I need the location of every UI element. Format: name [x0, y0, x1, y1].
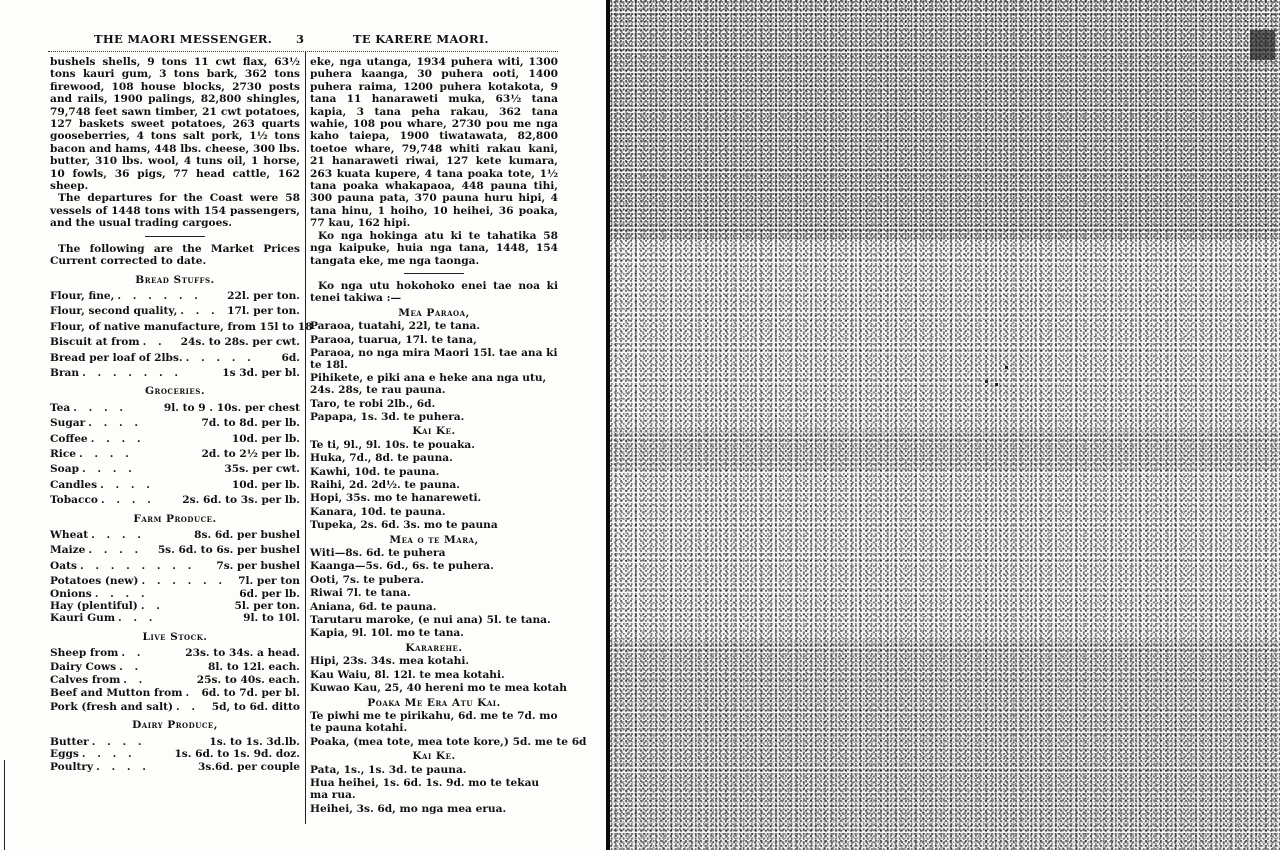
dark-blot [1250, 30, 1275, 60]
price-row [50, 674, 300, 686]
leader-dots: . . . . . . [117, 289, 202, 302]
price-row [50, 367, 300, 379]
price-row [50, 417, 300, 429]
leader-dots: . . . [180, 305, 219, 318]
price-row [50, 433, 300, 445]
leader-dots: . . [140, 600, 164, 613]
price-row [50, 748, 300, 760]
leader-dots: . . . . [81, 748, 136, 761]
section-title: Farm Produce. [133, 512, 217, 525]
item-price: 6d. [281, 351, 300, 364]
price-row [50, 290, 300, 302]
price-row [50, 647, 300, 659]
item-label: Butter [50, 735, 89, 748]
item-label: Flour, fine, [50, 289, 115, 302]
item-label: Dairy Cows [50, 660, 117, 673]
price-line: Heihei, 3s. 6d, mo nga mea erua. [310, 802, 507, 815]
item-price: 7d. to 8d. per lb. [201, 417, 300, 430]
price-row [50, 320, 313, 333]
exports-paragraph: bushels shells, 9 tons 11 cwt flax, 63½ tons kauri gum, 3 tons bark, 362 tons firewood, 108 house blocks, 2730 posts and rails, 1900 palings, 82,800 shingles, 79,748 feet sawn timber, 21 cwt potatoes, 127 baskets sweet potatoes, 263 quarts gooseberries, 4 tons salt pork, 1½ tons bacon and hams, 448 lbs. cheese, 300 lbs. butter, 310 lbs. wool, 4 tuns oil, 1 horse, 10 fowls, 36 pigs, 77 head cattle, 162 sheep. [50, 56, 300, 193]
departures-paragraph-maori: Ko nga hokinga atu ki te tahatika 58 nga kaipuke, huia nga tana, 1448, 154 tangata eke, me nga taonga. [310, 229, 558, 267]
header-title-maori: TE KARERE MAORI. [353, 32, 489, 46]
item-price: 1s 3d. per bl. [222, 366, 300, 379]
price-row [50, 544, 300, 556]
price-line: Aniana, 6d. te pauna. [310, 600, 437, 613]
speck [1005, 366, 1008, 369]
item-price: 25s. to 40s. each. [196, 674, 300, 687]
header-title-english: THE MAORI MESSENGER. [94, 32, 273, 46]
leader-dots: . . . . [100, 494, 155, 507]
leader-dots: . . . . [91, 529, 145, 541]
price-row [50, 494, 300, 506]
item-label: Candles [50, 478, 98, 491]
price-row [50, 336, 300, 348]
item-label: Coffee [50, 432, 88, 445]
price-line: Hopi, 35s. mo te hanareweti. [310, 492, 482, 505]
leader-dots: . . . . . . . . [79, 559, 196, 572]
section-title: Dairy Produce, [132, 719, 218, 732]
item-label: Tea [50, 401, 71, 414]
price-line: Raihi, 2d. 2d½. te pauna. [310, 479, 460, 491]
price-line: Paraoa, no nga mira Maori 15l. tae ana ki te 18l. [310, 346, 558, 372]
item-label: Bran [50, 366, 80, 379]
item-price: 23s. to 34s. a head. [185, 647, 300, 660]
price-row [50, 402, 300, 414]
page-number: 3 [296, 32, 305, 46]
item-label: Kauri Gum [50, 612, 116, 625]
price-line: Kau Waiu, 8l. 12l. te mea kotahi. [310, 668, 505, 681]
page-edge-mark [4, 760, 5, 850]
leader-dots: . . . . . [185, 351, 255, 364]
price-row [50, 701, 300, 713]
price-row [50, 479, 300, 491]
price-line: Witi—8s. 6d. te puhera [310, 547, 446, 560]
price-row [50, 600, 300, 612]
noise-band-bottom [610, 640, 1280, 850]
market-intro-maori: Ko nga utu hokohoko enei tae noa ki tenei takiwa :— [310, 279, 558, 305]
noise-band-top [610, 0, 1280, 240]
item-label: Pork (fresh and salt) [50, 700, 174, 713]
price-line: Te piwhi me te pirikahu, 6d. me te 7d. mo te pauna kotahi. [310, 709, 558, 735]
item-price: 17l. per ton. [227, 305, 300, 318]
item-price: 6d. to 7d. per bl. [201, 687, 300, 700]
item-price: 5l. per ton. [234, 600, 300, 613]
price-line: Kuwao Kau, 25, 40 hereni mo te mea kotah [310, 682, 567, 695]
price-line: Hua heihei, 1s. 6d. 1s. 9d. mo te tekau ma rua. [310, 776, 540, 802]
item-label: Potatoes (new) [50, 575, 139, 588]
item-price: 6d. per lb. [239, 587, 300, 600]
item-price: 8l. to 12l. each. [207, 660, 300, 673]
price-line: Poaka, (mea tote, mea tote kore,) 5d. me te 6d [310, 735, 587, 748]
leader-dots: . . . . [88, 417, 143, 430]
item-price: 35s. per cwt. [224, 463, 300, 476]
price-row [50, 575, 300, 587]
leader-dots: . . . [118, 612, 157, 625]
item-price: 1s. 6d. to 1s. 9d. doz. [174, 748, 300, 761]
leader-dots: . . . . [88, 544, 143, 557]
item-label: Tobacco [50, 494, 98, 507]
leader-dots: . . . . . . . [82, 366, 183, 379]
price-row [50, 687, 300, 699]
section-divider [145, 236, 205, 237]
leader-dots: . . . . [96, 760, 150, 773]
price-line: Pata, 1s., 1s. 3d. te pauna. [310, 763, 467, 776]
item-price: 5s. 6d. to 6s. per bushel [157, 544, 300, 557]
item-price: 2d. to 2½ per lb. [201, 447, 300, 460]
page-left [0, 0, 608, 850]
leader-dots: . . . . [94, 587, 149, 600]
speck [995, 383, 998, 386]
item-price: 8s. 6d. per bushel [194, 529, 300, 541]
price-line: Kanara, 10d. te pauna. [310, 505, 446, 518]
price-row [50, 588, 300, 600]
price-row [50, 661, 300, 673]
section-title: Poaka Me Era Atu Kai. [367, 696, 501, 709]
price-line: Riwai 7l. te tana. [310, 587, 411, 600]
section-title: Kararehe. [405, 641, 463, 654]
item-label: Eggs [50, 748, 79, 761]
item-price: 2s. 6d. to 3s. per lb. [182, 494, 300, 507]
item-label: Bread per loaf of 2lbs. [50, 351, 183, 364]
page-header [48, 32, 558, 48]
item-label: Flour, of native manufacture, from 15l to 18 [50, 320, 313, 333]
leader-dots: . . . . [91, 735, 146, 748]
leader-dots: . . . . [90, 432, 145, 445]
leader-dots: . . . . [82, 463, 136, 476]
item-price: 24s. to 28s. per cwt. [180, 336, 300, 349]
price-line: Pihikete, e piki ana e heke ana nga utu, 24s. 28s, te rau pauna. [310, 371, 547, 397]
item-price: 10d. per lb. [231, 432, 300, 445]
item-price: 9l. to 10l. [243, 612, 300, 625]
price-row [50, 463, 300, 475]
leader-dots: . . . . . . [141, 575, 227, 588]
price-line: Tarutaru maroke, (e nui ana) 5l. te tana. [310, 614, 551, 627]
item-price: 10d. per lb. [231, 478, 300, 491]
price-line: Ooti, 7s. te pubera. [310, 573, 425, 586]
leader-dots: . . [119, 660, 143, 673]
price-row [50, 529, 300, 541]
leader-dots: . . [123, 674, 147, 687]
price-line: Tupeka, 2s. 6d. 3s. mo te pauna [310, 519, 498, 532]
item-label: Sheep from [50, 647, 119, 660]
price-line: Kapia, 9l. 10l. mo te tana. [310, 627, 464, 640]
price-line: Hipi, 23s. 34s. mea kotahi. [310, 655, 470, 668]
item-price: 7s. per bushel [216, 559, 300, 572]
item-label: Oats [50, 559, 77, 572]
item-label: Wheat [50, 529, 89, 541]
section-title: Mea o te Mara, [389, 533, 479, 546]
price-row [50, 736, 300, 748]
noise-band-middle [610, 430, 1280, 470]
price-line: Kawhi, 10d. te pauna. [310, 465, 440, 478]
item-label: Hay (plentiful) [50, 600, 138, 613]
page-right-scanned-noise [610, 0, 1280, 850]
section-title: Groceries. [144, 385, 206, 398]
header-rule [48, 51, 558, 53]
column-rule [305, 52, 306, 824]
item-label: Biscuit at from [50, 336, 140, 349]
price-row [50, 448, 300, 460]
price-line: Paraoa, tuarua, 17l. te tana, [310, 333, 477, 346]
price-row [50, 352, 300, 364]
price-line: Papapa, 1s. 3d. te puhera. [310, 410, 465, 423]
leader-dots: . . . . [100, 478, 154, 491]
price-line: Taro, te robi 2lb., 6d. [310, 397, 436, 410]
item-price: 1s. to 1s. 3d.lb. [209, 735, 300, 748]
price-row [50, 305, 300, 317]
leader-dots: . . [176, 700, 200, 713]
price-row [50, 612, 300, 624]
maori-column [310, 56, 587, 816]
price-line: Kaanga—5s. 6d., 6s. te puhera. [310, 560, 494, 573]
leader-dots: . . . . [73, 401, 128, 414]
leader-dots: . . [142, 336, 166, 349]
speck [985, 380, 988, 383]
item-label: Beef and Mutton from [50, 687, 183, 700]
item-label: Maize [50, 544, 86, 557]
item-label: Calves from [50, 674, 121, 687]
item-price: 5d, to 6d. ditto [211, 700, 300, 713]
price-line: Huka, 7d., 8d. te pauna. [310, 452, 453, 465]
item-price: 7l. per ton [238, 575, 300, 588]
item-price: 3s.6d. per couple [198, 760, 300, 773]
section-divider [404, 273, 464, 274]
leader-dots: . . [121, 647, 145, 660]
section-title: Bread Stuffs. [135, 273, 215, 286]
price-row [50, 761, 300, 773]
section-title: Kai Ke. [412, 425, 456, 438]
item-label: Onions [50, 587, 92, 600]
item-price: 22l. per ton. [227, 289, 300, 302]
item-label: Soap [50, 463, 79, 476]
market-intro: The following are the Market Prices Current corrected to date. [50, 242, 300, 268]
item-label: Sugar [50, 417, 86, 430]
price-line: Te ti, 9l., 9l. 10s. te pouaka. [310, 438, 475, 451]
price-line: Paraoa, tuatahi, 22l, te tana. [310, 320, 481, 333]
section-title: Kai Ke. [412, 750, 456, 763]
item-label: Poultry [50, 760, 94, 773]
leader-dots: . [185, 687, 194, 700]
leader-dots: . . . . [79, 447, 133, 460]
item-label: Flour, second quality, [50, 305, 178, 318]
english-column [50, 56, 313, 773]
exports-paragraph-maori: eke, nga utanga, 1934 puhera witi, 1300 puhera kaanga, 30 puhera ooti, 1400 puhera raima, 1200 puhera kotakota, 9 tana 11 hanaraweti muka, 63½ tana kapia, 3 tana peha rakau, 362 tana wahie, 108 pou whare, 2730 pou me nga kaho taiepa, 1900 tiwatawata, 82,800 toetoe whare, 79,748 whiti rakau kani, 21 hanaraweti riwai, 127 kete kumara, 263 kuata kupere, 4 tana poaka tote, 1½ tana poaka whakapaoa, 448 pauna tihi, 300 pauna pata, 370 pauna huru hipi, 4 tana hinu, 1 hoiho, 10 heihei, 36 poaka, 77 kau, 162 hipi. [310, 56, 558, 230]
section-title: Mea Paraoa, [398, 306, 470, 319]
section-title: Live Stock. [142, 630, 208, 643]
price-row [50, 560, 300, 572]
item-price: 9l. to 9 . 10s. per chest [163, 401, 300, 414]
departures-paragraph: The departures for the Coast were 58 vessels of 1448 tons with 154 passengers, and the usual trading cargoes. [50, 192, 300, 230]
item-label: Rice [50, 447, 77, 460]
